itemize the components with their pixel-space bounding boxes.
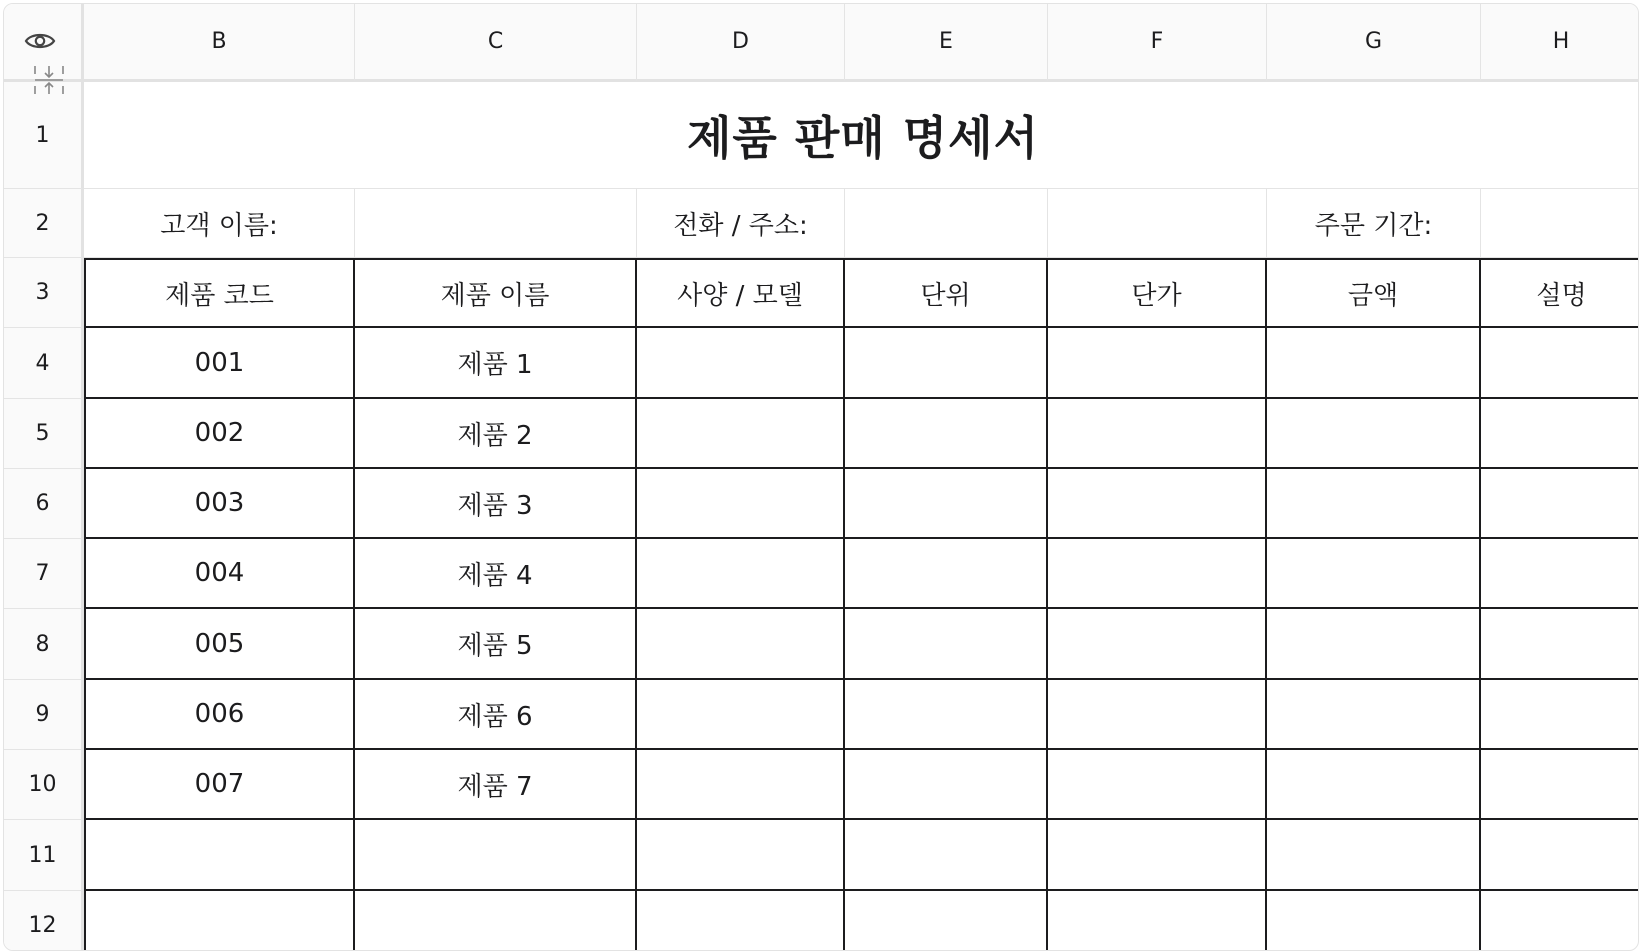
table-header-5[interactable]: 단가 — [1048, 258, 1267, 328]
table-cell[interactable] — [845, 399, 1048, 469]
table-cell[interactable] — [1481, 891, 1639, 951]
table-cell[interactable] — [1267, 820, 1481, 891]
table-cell[interactable] — [1048, 609, 1267, 680]
contact-cell-2[interactable] — [1048, 189, 1267, 258]
row-header-6[interactable]: 6 — [4, 469, 84, 539]
table-cell[interactable] — [1481, 399, 1639, 469]
table-cell[interactable] — [1481, 609, 1639, 680]
table-cell[interactable] — [637, 469, 845, 539]
column-header-e[interactable]: E — [845, 4, 1048, 82]
column-header-f[interactable]: F — [1048, 4, 1267, 82]
table-cell[interactable] — [1267, 891, 1481, 951]
contact-label[interactable]: 전화 / 주소: — [637, 189, 845, 258]
table-cell[interactable] — [637, 399, 845, 469]
column-header-d[interactable]: D — [637, 4, 845, 82]
table-cell[interactable] — [355, 820, 637, 891]
table-cell[interactable] — [1048, 891, 1267, 951]
column-header-c[interactable]: C — [355, 4, 637, 82]
table-cell[interactable] — [84, 891, 355, 951]
table-cell[interactable] — [1267, 399, 1481, 469]
table-header-3[interactable]: 사양 / 모델 — [637, 258, 845, 328]
table-cell[interactable] — [1048, 469, 1267, 539]
table-cell[interactable] — [1267, 469, 1481, 539]
table-cell[interactable] — [1048, 399, 1267, 469]
table-cell[interactable] — [637, 820, 845, 891]
table-cell[interactable] — [845, 539, 1048, 609]
row-header-12[interactable]: 12 — [4, 891, 84, 951]
table-cell[interactable] — [84, 820, 355, 891]
customer-name-cell[interactable] — [355, 189, 637, 258]
column-header-b[interactable]: B — [84, 4, 355, 82]
table-cell[interactable]: 제품 1 — [355, 328, 637, 399]
table-cell[interactable] — [1048, 680, 1267, 750]
eye-icon[interactable] — [24, 30, 56, 52]
table-cell[interactable] — [637, 680, 845, 750]
table-cell[interactable]: 003 — [84, 469, 355, 539]
table-cell[interactable] — [637, 891, 845, 951]
row-header-5[interactable]: 5 — [4, 399, 84, 469]
table-cell[interactable]: 제품 3 — [355, 469, 637, 539]
table-cell[interactable]: 제품 4 — [355, 539, 637, 609]
row-header-8[interactable]: 8 — [4, 609, 84, 680]
table-header-6[interactable]: 금액 — [1267, 258, 1481, 328]
table-cell[interactable] — [1481, 680, 1639, 750]
row-header-11[interactable]: 11 — [4, 820, 84, 891]
table-cell[interactable] — [1267, 609, 1481, 680]
row-header-4[interactable]: 4 — [4, 328, 84, 399]
table-cell[interactable] — [1267, 539, 1481, 609]
table-cell[interactable] — [1267, 328, 1481, 399]
customer-name-label[interactable]: 고객 이름: — [84, 189, 355, 258]
sheet-grid — [4, 4, 1638, 951]
table-cell[interactable] — [1048, 820, 1267, 891]
table-header-7[interactable]: 설명 — [1481, 258, 1639, 328]
table-cell[interactable] — [1481, 820, 1639, 891]
table-cell[interactable]: 제품 6 — [355, 680, 637, 750]
table-cell[interactable]: 005 — [84, 609, 355, 680]
table-header-1[interactable]: 제품 코드 — [84, 258, 355, 328]
table-cell[interactable] — [845, 680, 1048, 750]
table-cell[interactable] — [845, 469, 1048, 539]
table-cell[interactable] — [1048, 750, 1267, 820]
table-cell[interactable] — [1481, 750, 1639, 820]
order-period-cell[interactable] — [1481, 189, 1639, 258]
sheet-corner[interactable] — [4, 4, 84, 82]
table-cell[interactable] — [355, 891, 637, 951]
table-cell[interactable] — [637, 328, 845, 399]
table-cell[interactable] — [637, 539, 845, 609]
table-cell[interactable]: 제품 7 — [355, 750, 637, 820]
spreadsheet — [3, 3, 1639, 951]
table-cell[interactable]: 제품 5 — [355, 609, 637, 680]
table-cell[interactable]: 004 — [84, 539, 355, 609]
table-cell[interactable] — [1048, 328, 1267, 399]
table-cell[interactable]: 002 — [84, 399, 355, 469]
column-header-g[interactable]: G — [1267, 4, 1481, 82]
row-header-7[interactable]: 7 — [4, 539, 84, 609]
table-cell[interactable] — [845, 328, 1048, 399]
freeze-rows-icon[interactable] — [32, 64, 66, 96]
table-cell[interactable]: 007 — [84, 750, 355, 820]
row-header-3[interactable]: 3 — [4, 258, 84, 328]
table-cell[interactable] — [1481, 328, 1639, 399]
row-header-10[interactable]: 10 — [4, 750, 84, 820]
order-period-label[interactable]: 주문 기간: — [1267, 189, 1481, 258]
sheet-title[interactable]: 제품 판매 명세서 — [84, 82, 1639, 189]
table-cell[interactable] — [845, 609, 1048, 680]
table-cell[interactable] — [637, 609, 845, 680]
contact-cell[interactable] — [845, 189, 1048, 258]
row-header-1[interactable]: 1 — [4, 82, 84, 189]
table-cell[interactable] — [1481, 469, 1639, 539]
table-cell[interactable] — [845, 750, 1048, 820]
table-header-2[interactable]: 제품 이름 — [355, 258, 637, 328]
row-header-2[interactable]: 2 — [4, 189, 84, 258]
table-cell[interactable]: 006 — [84, 680, 355, 750]
table-cell[interactable] — [845, 891, 1048, 951]
table-cell[interactable]: 제품 2 — [355, 399, 637, 469]
table-cell[interactable] — [1048, 539, 1267, 609]
table-cell[interactable] — [637, 750, 845, 820]
table-cell[interactable] — [1267, 680, 1481, 750]
column-header-h[interactable]: H — [1481, 4, 1639, 82]
row-header-9[interactable]: 9 — [4, 680, 84, 750]
table-cell[interactable] — [1481, 539, 1639, 609]
table-cell[interactable] — [1267, 750, 1481, 820]
table-cell[interactable]: 001 — [84, 328, 355, 399]
table-header-4[interactable]: 단위 — [845, 258, 1048, 328]
table-cell[interactable] — [845, 820, 1048, 891]
